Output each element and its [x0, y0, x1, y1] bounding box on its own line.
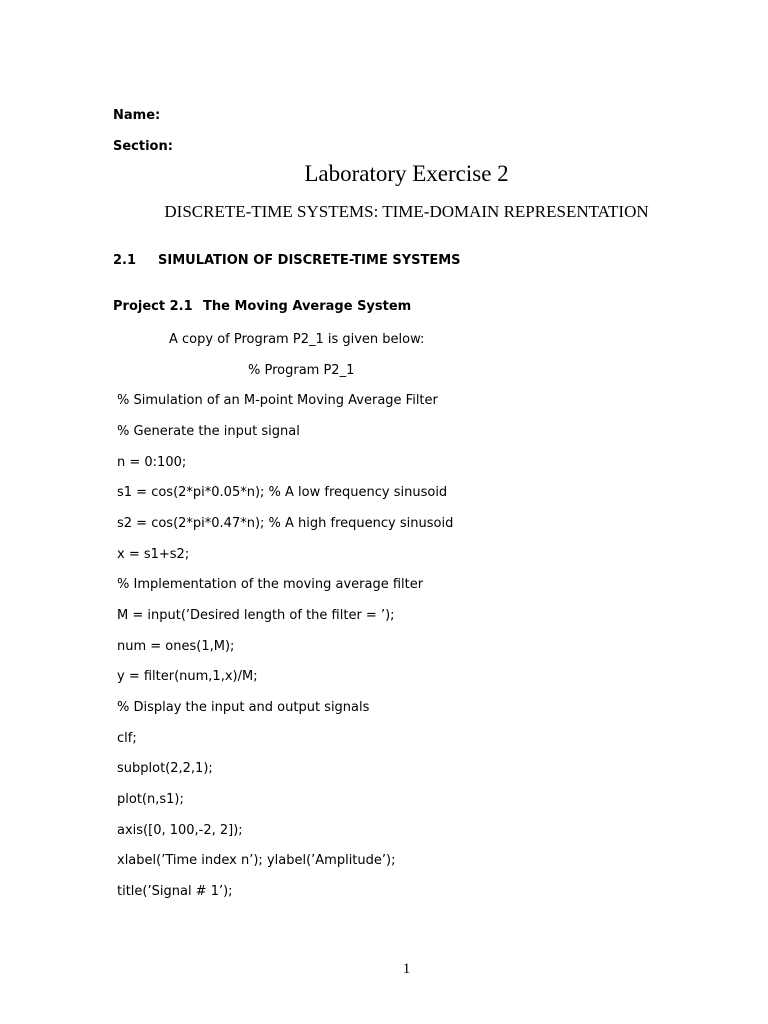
code-line: clf; [117, 731, 137, 746]
code-line: n = 0:100; [117, 455, 187, 470]
document-subtitle: DISCRETE-TIME SYSTEMS: TIME-DOMAIN REPRESENTATION [164, 202, 649, 221]
code-line: % Display the input and output signals [117, 700, 370, 715]
code-line: % Generate the input signal [117, 424, 300, 439]
code-line: num = ones(1,M); [117, 639, 235, 654]
section-label: Section: [113, 139, 173, 154]
code-line: M = input(’Desired length of the filter = ’); [117, 608, 395, 623]
code-line: % Implementation of the moving average filter [117, 577, 424, 592]
code-line: axis([0, 100,-2, 2]); [117, 823, 243, 838]
intro-text: A copy of Program P2_1 is given below: [169, 332, 425, 347]
code-line: s1 = cos(2*pi*0.05*n); % A low frequency sinusoid [117, 485, 448, 500]
code-line: xlabel(’Time index n’); ylabel(’Amplitude’); [117, 853, 396, 868]
code-line: plot(n,s1); [117, 792, 184, 807]
code-line: s2 = cos(2*pi*0.47*n); % A high frequency sinusoid [117, 516, 454, 531]
code-line: subplot(2,2,1); [117, 761, 213, 776]
code-line: x = s1+s2; [117, 547, 190, 562]
program-title: % Program P2_1 [248, 363, 355, 378]
section-heading: SIMULATION OF DISCRETE-TIME SYSTEMS [158, 253, 461, 268]
document-title: Laboratory Exercise 2 [304, 161, 509, 186]
code-line: % Simulation of an M-point Moving Average Filter [117, 393, 438, 408]
code-line: y = filter(num,1,x)/M; [117, 669, 258, 684]
section-number: 2.1 [113, 253, 137, 268]
code-line: title(’Signal # 1’); [117, 884, 233, 899]
project-heading: The Moving Average System [203, 299, 412, 314]
page-number: 1 [402, 961, 411, 977]
name-label: Name: [113, 108, 161, 123]
project-label: Project 2.1 [113, 299, 193, 314]
